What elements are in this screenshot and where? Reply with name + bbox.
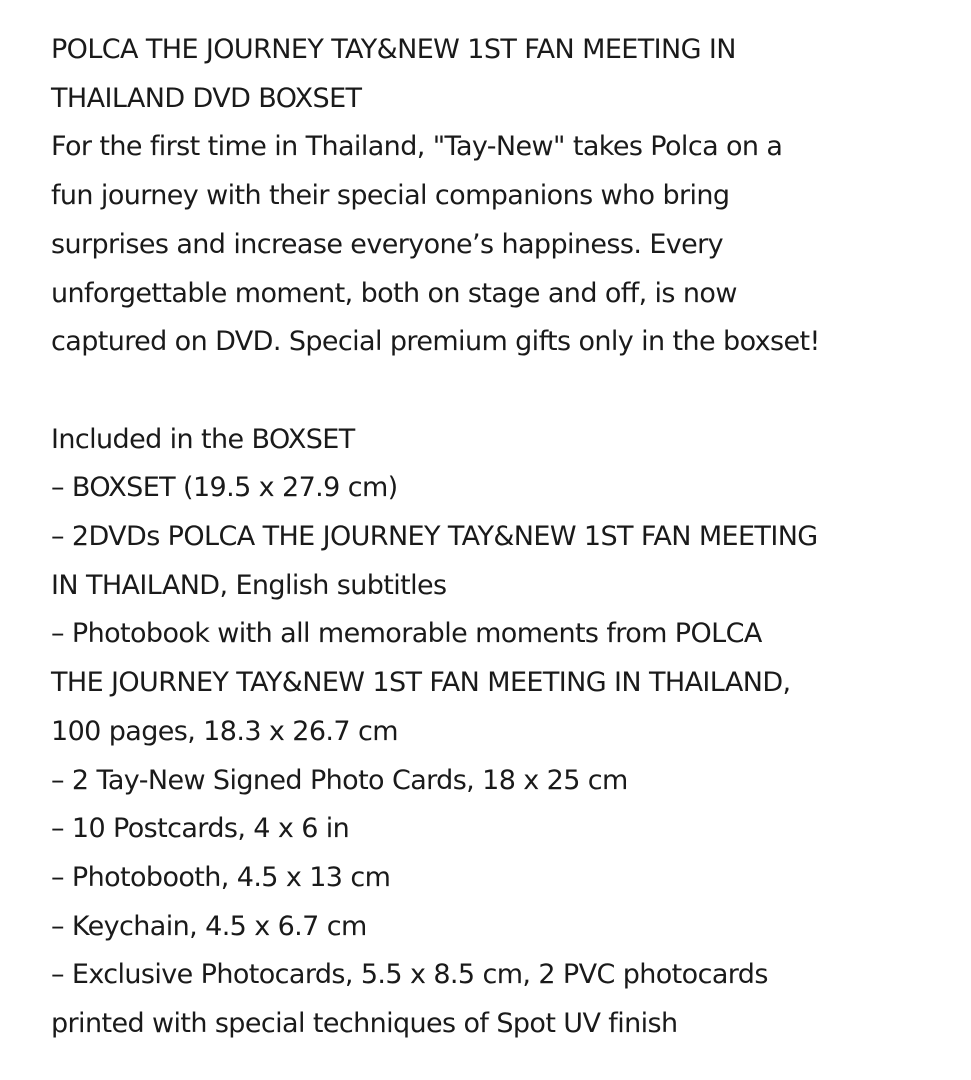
included-item-line: – 2 Tay-New Signed Photo Cards, 18 x 25 cm <box>51 764 628 796</box>
included-item-line: – Photobooth, 4.5 x 13 cm <box>51 861 391 893</box>
description-line: fun journey with their special companions who bring <box>51 180 730 212</box>
included-item-line: 100 pages, 18.3 x 26.7 cm <box>51 715 398 747</box>
included-item-line: – Photobook with all memorable moments from POLCA <box>51 618 762 650</box>
included-item-line: – Keychain, 4.5 x 6.7 cm <box>51 910 367 942</box>
paragraph-spacer <box>51 367 951 416</box>
included-heading: Included in the BOXSET <box>51 423 355 455</box>
description-line: unforgettable moment, both on stage and off, is now <box>51 277 737 309</box>
included-item-line: – BOXSET (19.5 x 27.9 cm) <box>51 472 398 504</box>
included-item-line: – 10 Postcards, 4 x 6 in <box>51 813 350 845</box>
title-line: THAILAND DVD BOXSET <box>51 82 362 114</box>
product-description <box>51 26 951 1049</box>
included-item-line: THE JOURNEY TAY&NEW 1ST FAN MEETING IN THAILAND, <box>51 667 791 699</box>
title-line: POLCA THE JOURNEY TAY&NEW 1ST FAN MEETING IN <box>51 34 736 65</box>
description-line: captured on DVD. Special premium gifts only in the boxset! <box>51 326 820 358</box>
included-item-line: printed with special techniques of Spot UV finish <box>51 1008 678 1040</box>
included-item-line: – 2DVDs POLCA THE JOURNEY TAY&NEW 1ST FAN MEETING <box>51 521 818 553</box>
included-item-line: IN THAILAND, English subtitles <box>51 569 447 601</box>
product-title <box>51 26 951 123</box>
included-item-line: – Exclusive Photocards, 5.5 x 8.5 cm, 2 PVC photocards <box>51 959 768 991</box>
included-section <box>51 416 951 1049</box>
description-line: For the first time in Thailand, "Tay-New" takes Polca on a <box>51 131 783 163</box>
description-paragraph <box>51 123 951 367</box>
description-line: surprises and increase everyone’s happiness. Every <box>51 228 724 260</box>
